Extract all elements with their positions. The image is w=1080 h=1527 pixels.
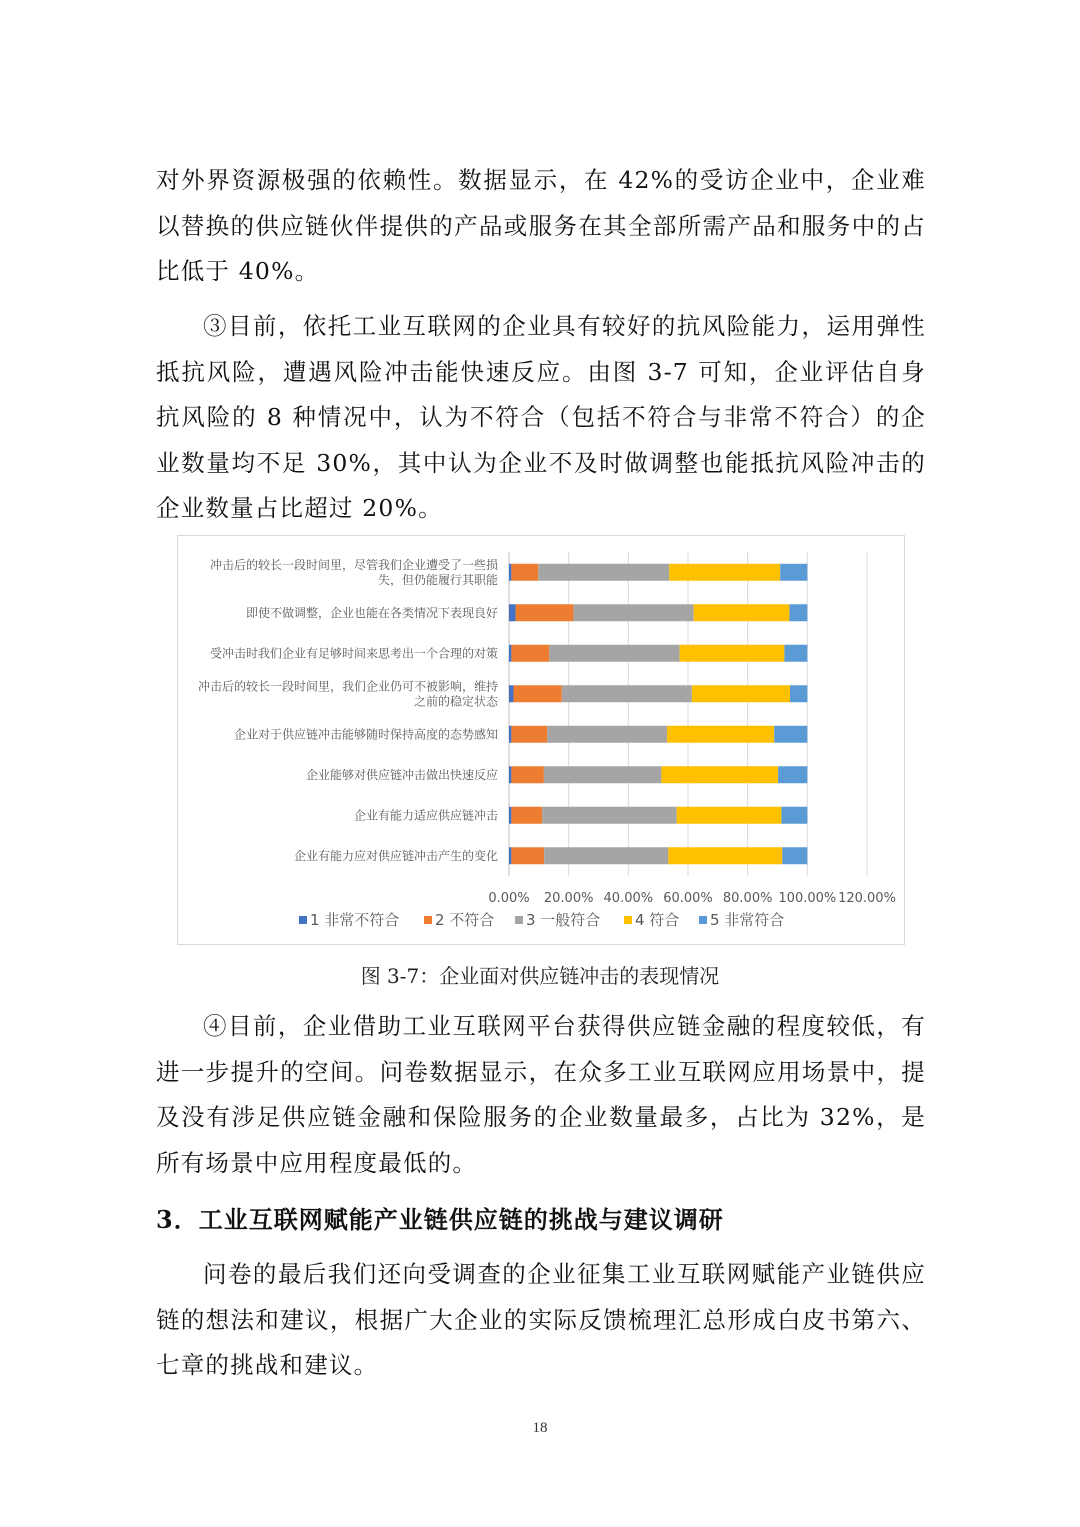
- bar-segment-4: [661, 766, 778, 783]
- chart-figure: [177, 535, 905, 945]
- legend-label: 1 非常不符合: [310, 911, 400, 929]
- bar-segment-1: [509, 685, 513, 702]
- category-label: 之前的稳定状态: [413, 694, 498, 709]
- x-tick-label: 20.00%: [543, 891, 594, 906]
- paragraph-suggestions: 问卷的最后我们还向受调查的企业征集工业互联网赋能产业链供应链的想法和建议，根据广大企业的实际反馈梳理汇总形成白皮书第六、七章的挑战和建议。: [156, 1260, 926, 1380]
- bar-segment-2: [516, 604, 574, 621]
- bar-segment-1: [509, 766, 511, 783]
- bar-segment-1: [509, 604, 516, 621]
- bar-segment-5: [790, 685, 807, 702]
- x-tick-label: 60.00%: [663, 891, 713, 906]
- bar-segment-3: [547, 726, 667, 743]
- x-tick-label: 40.00%: [603, 891, 654, 906]
- bar-segment-4: [668, 847, 782, 864]
- bar-segment-2: [511, 766, 544, 783]
- page-number: 18: [532, 1420, 548, 1436]
- bar-segment-2: [511, 645, 549, 662]
- bar-segment-2: [511, 807, 542, 824]
- bar-segment-2: [511, 726, 547, 743]
- bar-segment-5: [774, 726, 807, 743]
- bar-segment-2: [511, 564, 538, 581]
- bar-segment-1: [509, 645, 511, 662]
- bar-segment-3: [538, 564, 669, 581]
- bar-segment-3: [562, 685, 692, 702]
- legend-swatch: [624, 916, 632, 924]
- category-label: 企业能够对供应链冲击做出快速反应: [305, 767, 498, 782]
- bar-segment-4: [667, 726, 774, 743]
- bar-segment-5: [782, 847, 807, 864]
- section-heading: 3．工业互联网赋能产业链供应链的挑战与建议调研: [156, 1205, 724, 1234]
- bar-segment-2: [513, 685, 561, 702]
- stacked-bar-chart: [178, 536, 906, 946]
- category-label: 即使不做调整，企业也能在各类情况下表现良好: [245, 605, 498, 620]
- bar-segment-5: [781, 807, 807, 824]
- bar-segment-5: [780, 564, 807, 581]
- bar-segment-3: [549, 645, 679, 662]
- legend-label: 5 非常符合: [710, 911, 785, 929]
- paragraph-supply-chain-finance: ④目前，企业借助工业互联网平台获得供应链金融的程度较低，有进一步提升的空间。问卷数据显示，在众多工业互联网应用场景中，提及没有涉足供应链金融和保险服务的企业数量最多，占比为 32%，是所有场景中应用程度最低的。: [156, 1012, 926, 1177]
- bar-segment-1: [509, 847, 511, 864]
- category-label: 冲击后的较长一段时间里，尽管我们企业遭受了一些损: [209, 557, 498, 572]
- bar-segment-5: [784, 645, 807, 662]
- bar-segment-4: [680, 645, 785, 662]
- paragraph-continued: 对外界资源极强的依赖性。数据显示，在 42%的受访企业中，企业难以替换的供应链伙伴提供的产品或服务在其全部所需产品和服务中的占比低于 40%。: [156, 166, 926, 286]
- legend-swatch: [515, 916, 523, 924]
- bar-segment-4: [694, 604, 790, 621]
- legend-swatch: [699, 916, 707, 924]
- x-tick-label: 0.00%: [488, 891, 530, 906]
- bar-segment-4: [692, 685, 790, 702]
- category-label: 企业有能力应对供应链冲击产生的变化: [293, 848, 498, 863]
- x-tick-label: 80.00%: [722, 891, 773, 906]
- paragraph-risk-resistance: ③目前，依托工业互联网的企业具有较好的抗风险能力，运用弹性抵抗风险，遭遇风险冲击能快速反应。由图 3-7 可知，企业评估自身抗风险的 8 种情况中，认为不符合（包括不符合与非常不符合）的企业数量均不足 30%，其中认为企业不及时做调整也能抵抗风险冲击的企业数量占比超过 20%。: [156, 312, 926, 523]
- bar-segment-1: [509, 726, 511, 743]
- bar-segment-3: [573, 604, 693, 621]
- x-tick-label: 100.00%: [778, 891, 837, 906]
- category-label: 企业有能力适应供应链冲击: [353, 808, 498, 823]
- x-tick-label: 120.00%: [838, 891, 896, 906]
- category-label: 受冲击时我们企业有足够时间来思考出一个合理的对策: [209, 646, 498, 661]
- figure-caption: 图 3-7：企业面对供应链冲击的表现情况: [360, 964, 720, 988]
- legend-label: 2 不符合: [435, 911, 495, 929]
- legend-swatch: [299, 916, 307, 924]
- legend-label: 3 一般符合: [526, 911, 601, 929]
- bar-segment-3: [542, 807, 677, 824]
- category-label: 企业对于供应链冲击能够随时保持高度的态势感知: [233, 727, 498, 742]
- legend-swatch: [424, 916, 432, 924]
- bar-segment-1: [509, 807, 511, 824]
- category-label: 失，但仍能履行其职能: [377, 572, 498, 587]
- bar-segment-4: [669, 564, 780, 581]
- bar-segment-5: [789, 604, 807, 621]
- bar-segment-5: [778, 766, 807, 783]
- legend-label: 4 符合: [635, 911, 680, 929]
- category-label: 冲击后的较长一段时间里，我们企业仍可不被影响，维持: [197, 679, 498, 694]
- bar-segment-1: [509, 564, 511, 581]
- bar-segment-4: [677, 807, 782, 824]
- bar-segment-3: [544, 766, 662, 783]
- bar-segment-2: [511, 847, 544, 864]
- bar-segment-3: [544, 847, 668, 864]
